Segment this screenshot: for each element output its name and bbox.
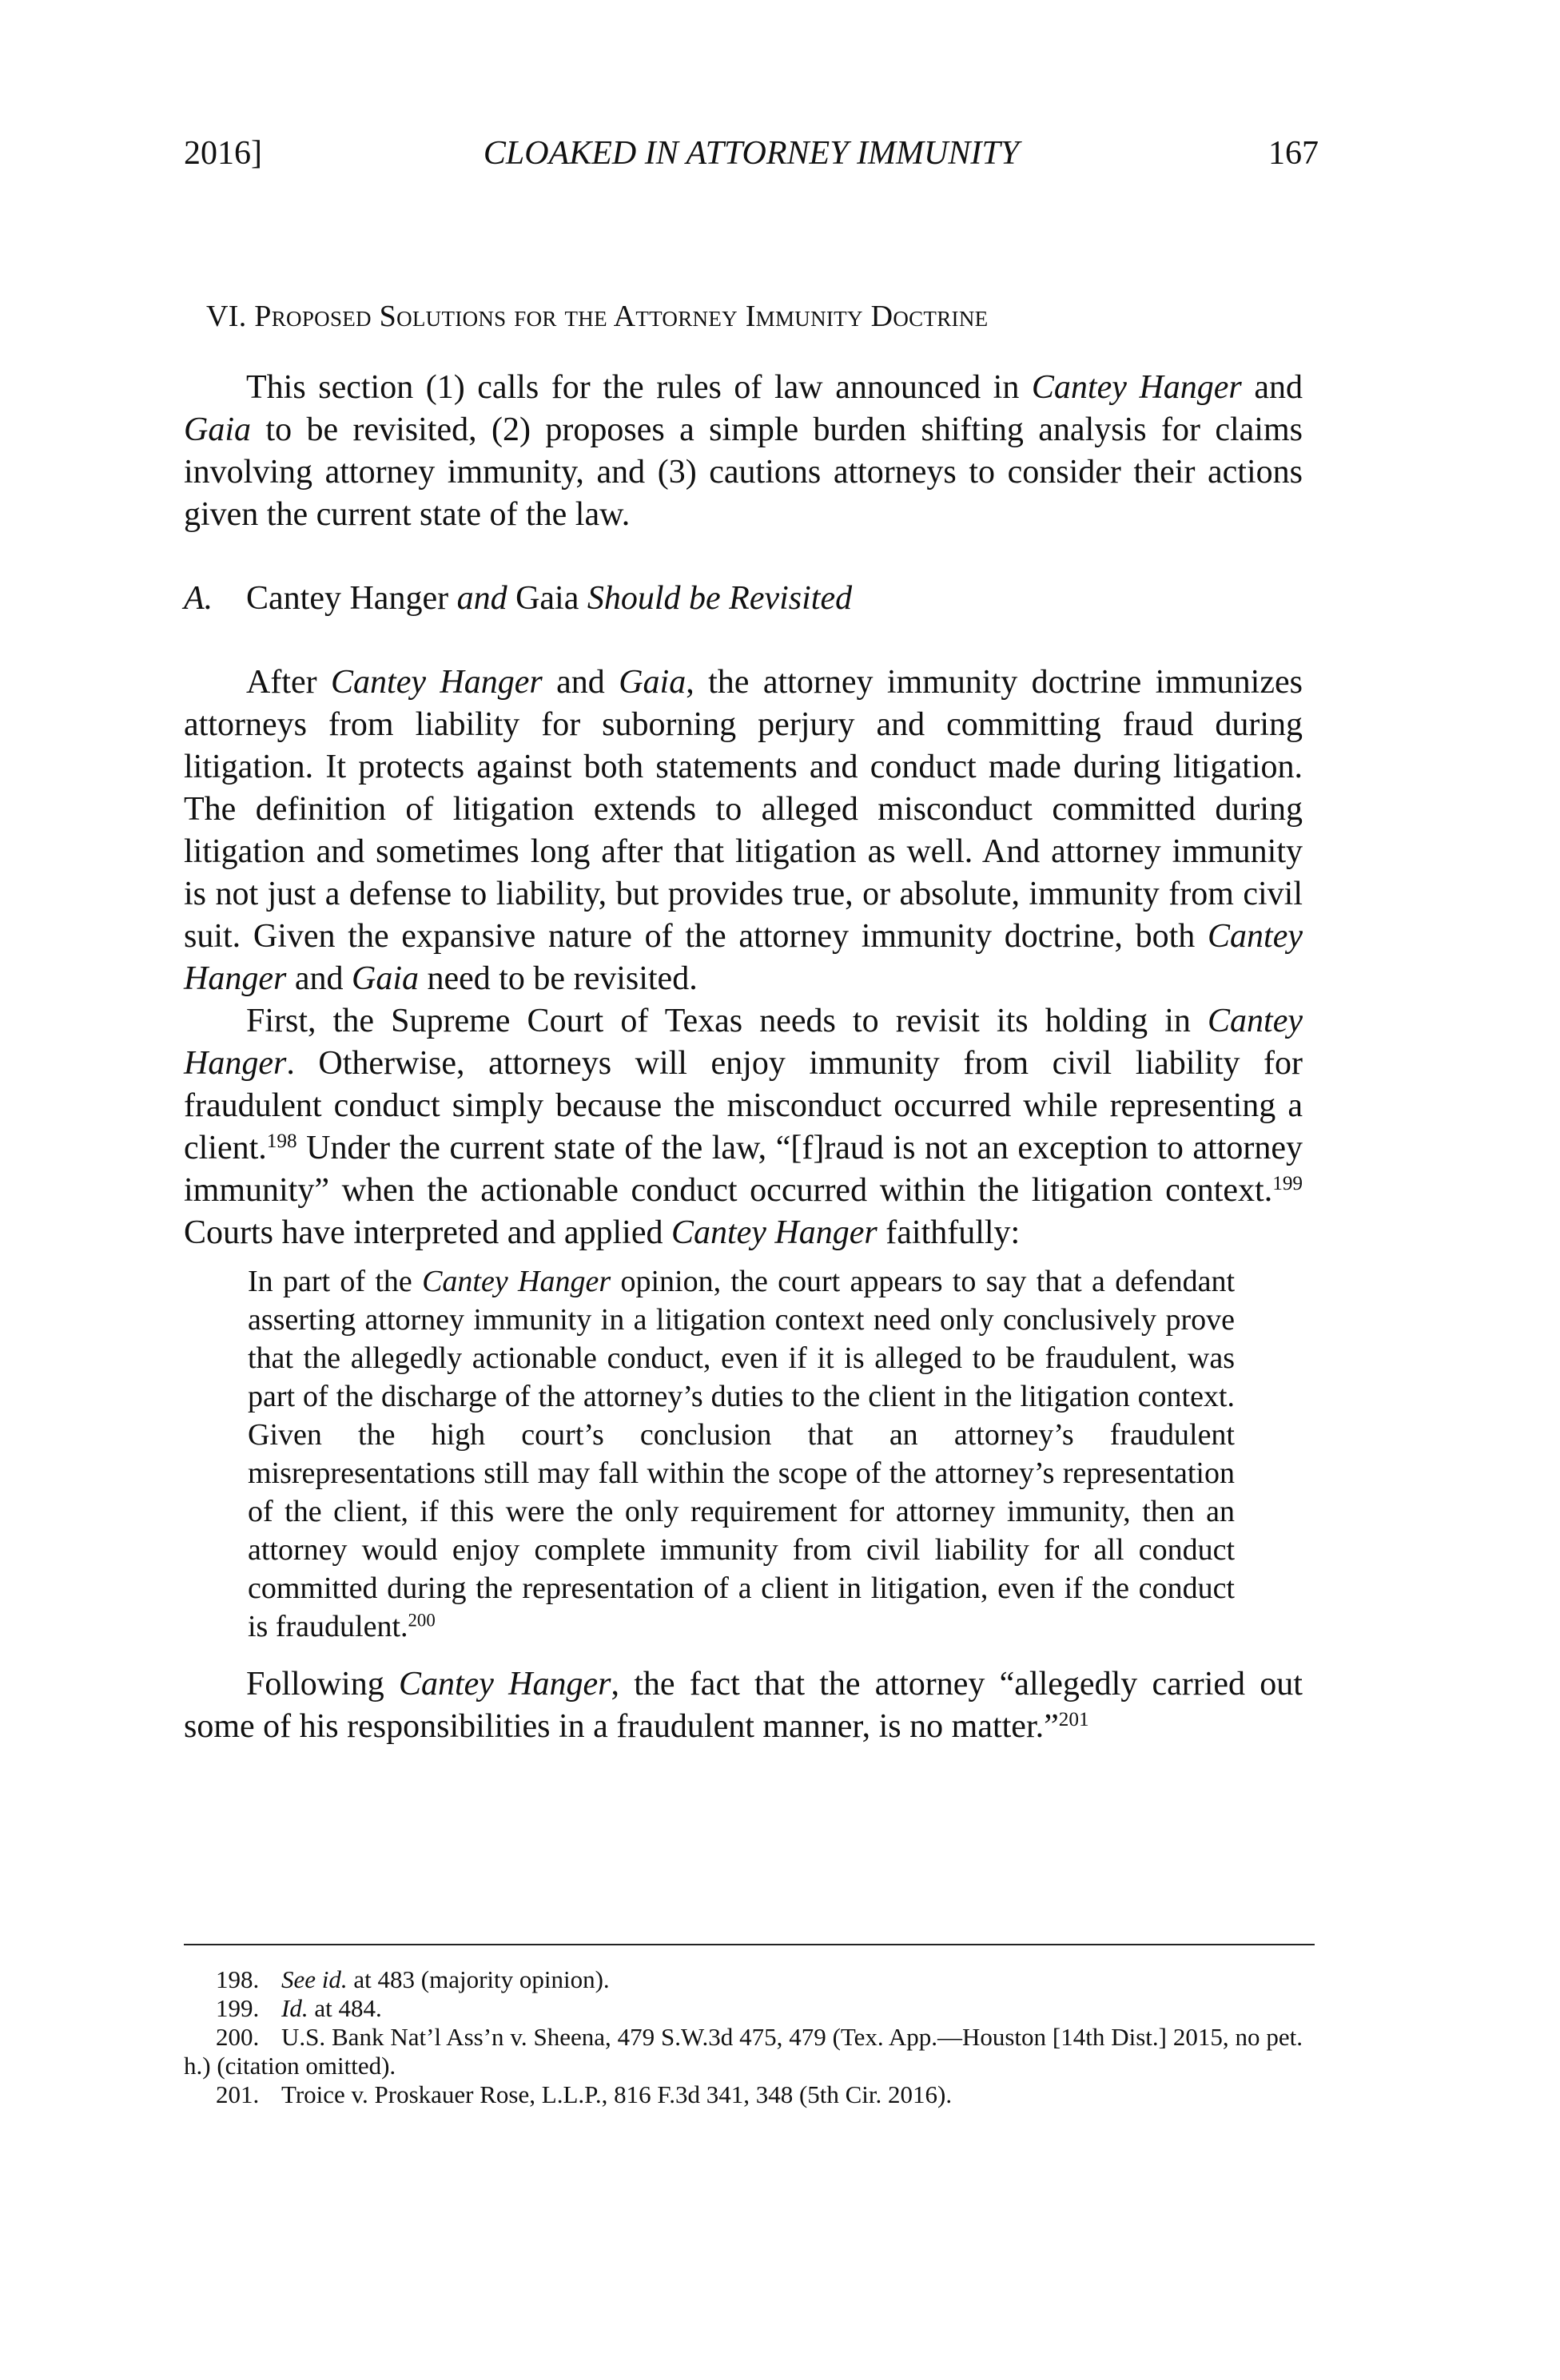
- text-run: and: [1241, 369, 1303, 406]
- footnote-200: [184, 2023, 1303, 2080]
- text-run: , the attorney immunity doctrine immunizes attorneys from liability for suborning perjury and committing fraud during litigation. It protects against both statements and conduct made during litigation. The definition of litigation extends to alleged misconduct committed during litigation and sometimes long after that litigation as well. And attorney immunity is not just a defense to liability, but provides true, or absolute, immunity from civil suit. Given the expansive nature of the attorney immunity doctrine, both: [184, 664, 1303, 955]
- section-heading: VI. Proposed Solutions for the Attorney Immunity Doctrine: [206, 300, 989, 333]
- text-run: and: [286, 960, 352, 997]
- text-run: This section (1) calls for the rules of law announced in: [246, 369, 1032, 406]
- case-name: Gaia: [619, 664, 686, 701]
- footnote-divider: [184, 1944, 1315, 1945]
- case-name: Cantey Hanger: [671, 1214, 878, 1251]
- text-run: opinion, the court appears to say that a defendant asserting attorney immunity in a litigation context need only conclusively prove that the allegedly actionable conduct, even if it is alleged to be fraudulent, was part of the discharge of the attorney’s duties to the client in the litigation context. Given the high court’s conclusion that an attorney’s fraudulent misrepresentations still may fall within the scope of the attorney’s representation of the client, if this were the only requirement for attorney immunity, then an attorney would enjoy complete immunity from civil liability for all conduct committed during the representation of a client in litigation, even if the conduct is fraudulent.: [248, 1265, 1236, 1643]
- footnote-ref-198[interactable]: 198: [266, 1130, 297, 1153]
- header-year: 2016]: [184, 135, 262, 172]
- case-name: Cantey Hanger: [331, 664, 543, 701]
- subsection-title-part: Should be Revisited: [579, 580, 853, 617]
- footnote-198: [184, 1965, 1303, 1994]
- text-run: need to be revisited.: [418, 960, 698, 997]
- text-run: to be revisited, (2) proposes a simple burden shifting analysis for claims involving attorney immunity, and (3) cautions attorneys to consider their actions given the current state of the law.: [184, 411, 1303, 533]
- case-name: Cantey Hanger: [184, 1003, 1303, 1082]
- subsection-title-part: and: [448, 580, 516, 617]
- text-run: and: [542, 664, 619, 701]
- footnote-ref-201[interactable]: 201: [1058, 1709, 1089, 1731]
- section-intro-paragraph: [184, 367, 1303, 536]
- text-run: After: [246, 664, 332, 701]
- footnote-signal: Id.: [281, 1994, 308, 2022]
- subsection-title-part: Cantey Hanger: [246, 580, 449, 617]
- footnote-text: at 483 (majority opinion).: [347, 1965, 610, 1993]
- footnote-ref-200[interactable]: 200: [408, 1610, 436, 1631]
- case-name: Cantey Hanger: [422, 1265, 611, 1298]
- block-quote: [248, 1262, 1235, 1646]
- text-run: . Otherwise, attorneys will enjoy immunity from civil liability for fraudulent conduct simply because the misconduct occurred while representing a client.: [184, 1045, 1303, 1166]
- subsection-letter: A.: [184, 580, 213, 617]
- footnote-number: 198.: [216, 1965, 260, 1993]
- text-run: First, the Supreme Court of Texas needs to revisit its holding in: [246, 1003, 1208, 1039]
- footnotes: [184, 1965, 1303, 2109]
- footnote-ref-199[interactable]: 199: [1272, 1173, 1303, 1195]
- text-run: faithfully:: [877, 1214, 1021, 1251]
- main-text: [184, 296, 1303, 1748]
- page-header: [184, 134, 1319, 182]
- text-run: , the fact that the attorney “allegedly carried out some of his responsibilities in a fraudulent manner, is no matter.”: [184, 1666, 1303, 1745]
- paragraph-2: [184, 1000, 1303, 1254]
- footnote-text: Troice v. Proskauer Rose, L.L.P., 816 F.3d 341, 348 (5th Cir. 2016).: [281, 2080, 953, 2108]
- paragraph-1: [184, 662, 1303, 1000]
- text-run: Following: [246, 1666, 399, 1703]
- footnote-text: U.S. Bank Nat’l Ass’n v. Sheena, 479 S.W.3d 475, 479 (Tex. App.—Houston [14th Dist.] 2015, no pet. h.) (citation omitted).: [184, 2023, 1303, 2080]
- subsection-heading: [184, 578, 1303, 620]
- case-name: Gaia: [351, 960, 419, 997]
- footnote-number: 201.: [216, 2080, 260, 2108]
- text-run: Under the current state of the law, “[f]raud is not an exception to attorney immunity” when the actionable conduct occurred within the litigation context.: [184, 1130, 1303, 1209]
- footnote-signal: See id.: [281, 1965, 348, 1993]
- footnote-number: 199.: [216, 1994, 260, 2022]
- text-run: Courts have interpreted and applied: [184, 1214, 671, 1251]
- case-name: Cantey Hanger: [1031, 369, 1242, 406]
- case-name: Gaia: [184, 411, 251, 448]
- footnote-201: [184, 2080, 1303, 2109]
- footnote-199: [184, 1994, 1303, 2023]
- case-name: Cantey Hanger: [184, 918, 1303, 997]
- subsection-title-part: Gaia: [515, 580, 579, 617]
- case-name: Cantey Hanger: [398, 1666, 611, 1703]
- page-number: 167: [1268, 135, 1319, 172]
- paragraph-3: [184, 1663, 1303, 1748]
- running-title: CLOAKED IN ATTORNEY IMMUNITY: [483, 135, 1020, 172]
- footnote-text: at 484.: [308, 1994, 382, 2022]
- text-run: In part of the: [248, 1265, 423, 1298]
- footnote-number: 200.: [216, 2023, 260, 2051]
